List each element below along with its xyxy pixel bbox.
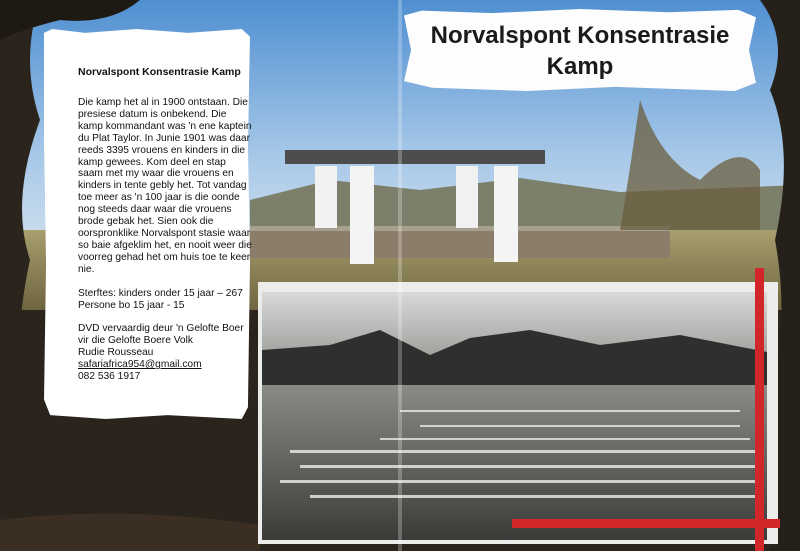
main-title-line-1: Norvalspont Konsentrasie (430, 22, 730, 49)
panel-body (78, 97, 253, 383)
red-bar-horizontal (512, 519, 780, 528)
memorial-pillar (456, 166, 478, 228)
memorial-pillar (350, 166, 374, 264)
panel-title: Norvalspont Konsentrasie Kamp (78, 66, 241, 78)
cover-spine (398, 0, 402, 551)
memorial-pillar (315, 166, 337, 228)
credit-line-2: vir die Gelofte Boere Volk (78, 335, 193, 347)
credit-line-1: DVD vervaardig deur 'n Gelofte Boer (78, 323, 244, 335)
deaths-adults: Persone bo 15 jaar - 15 (78, 299, 185, 311)
memorial-roof (285, 150, 545, 164)
credit-name: Rudie Rousseau (78, 347, 154, 359)
contact-email[interactable]: safariafrica954@gmail.com (78, 359, 202, 371)
history-paragraph: Die kamp het al in 1900 ontstaan. Die presiese datum is onbekend. Die kamp kommandant was 'n ene kaptein du Plat Taylor. In Junie 1901 was daar reeds 3395 vrouens en kinders in die kamp gewees. Kom deel en stap saam met my waar die vrouens en kinders in tente gebly het. Tot vandag toe meer as 'n 100 jaar is die oonde nog steeds daar waar die vrouens brode gebak het. Sien ook die oorspronklike Norvalspont stasie waar so baie afgeklim het, en nooit weer die voorreg gehad het om huis toe te keer nie. (78, 97, 252, 275)
main-title-line-2: Kamp (546, 53, 614, 80)
contact-phone: 082 536 1917 (78, 371, 141, 383)
stone-wall (250, 228, 670, 258)
camp-photo (262, 292, 767, 540)
deaths-children: Sterftes: kinders onder 15 jaar – 267 (78, 287, 243, 299)
memorial-pillar (494, 166, 518, 262)
torn-edge-bottom (0, 514, 260, 551)
red-bar-vertical (755, 268, 764, 551)
main-title (404, 20, 756, 82)
